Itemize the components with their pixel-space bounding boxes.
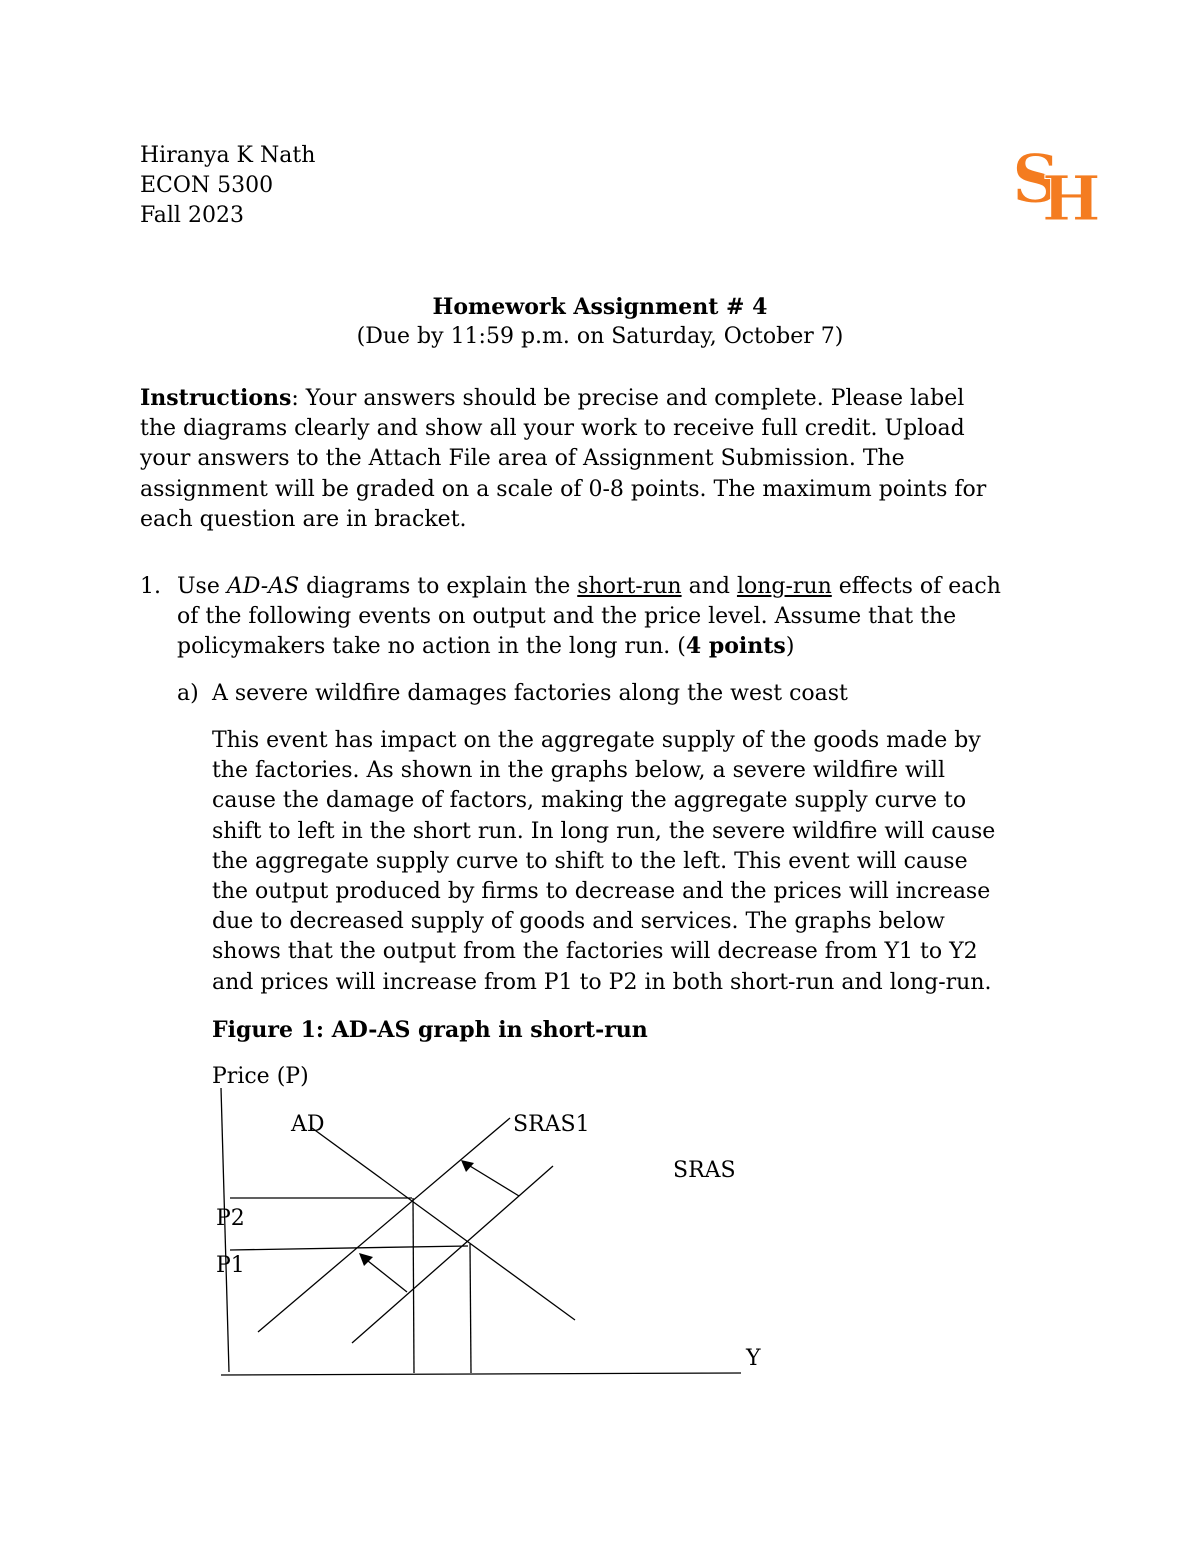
q1-effects: effects of each bbox=[831, 574, 1001, 599]
sras1-curve bbox=[258, 1118, 510, 1332]
assignment-title: Homework Assignment # 4 bbox=[432, 294, 768, 320]
shift-arrow-lower bbox=[363, 1257, 407, 1292]
logo-letter-s: S bbox=[1012, 140, 1060, 218]
ad-label: AD bbox=[291, 1112, 325, 1137]
instructions-text: : Your answers should be precise and complete. Please label the diagrams clearly and show all your work to receive full credit. Upload your answers to the Attach File area of Assignment Submission. The assignment will be graded on a scale of 0-8 points. The maximum points for each question are in bracket. bbox=[140, 386, 987, 532]
p2-label: P2 bbox=[216, 1206, 245, 1231]
y-axis-label: Price (P) bbox=[212, 1064, 309, 1089]
due-date: (Due by 11:59 p.m. on Saturday, October 7) bbox=[356, 324, 844, 349]
p1-guide-line bbox=[230, 1246, 468, 1250]
shift-arrowhead-upper bbox=[461, 1160, 474, 1172]
y1-guide-line bbox=[470, 1244, 471, 1373]
shift-arrow-upper bbox=[465, 1163, 519, 1196]
figure-caption: Figure 1: AD-AS graph in short-run bbox=[212, 1017, 648, 1043]
ad-curve bbox=[312, 1128, 575, 1320]
q1-short-run: short-run bbox=[577, 574, 682, 599]
author-name: Hiranya K Nath bbox=[140, 143, 316, 168]
q1-use: Use bbox=[177, 574, 227, 599]
q1-long-run: long-run bbox=[736, 574, 832, 599]
q1-adas: AD-AS bbox=[226, 574, 300, 599]
q1-line3-start: policymakers take no action in the long run. ( bbox=[177, 634, 686, 659]
y2-guide-line bbox=[413, 1198, 414, 1373]
logo-letter-h: H bbox=[1042, 162, 1101, 228]
x-axis-label: Y bbox=[746, 1346, 761, 1371]
term: Fall 2023 bbox=[140, 203, 244, 228]
q1-points: 4 points bbox=[685, 633, 786, 659]
q1-line3-end: ) bbox=[785, 634, 795, 659]
part-a-label: a) bbox=[177, 681, 199, 706]
q1-explain: diagrams to explain the bbox=[299, 574, 578, 599]
part-a-answer: This event has impact on the aggregate supply of the goods made by the factories. As shown in the graphs below, a severe wildfire will cause the damage of factors, making the aggregate supply curve to shift to left in the short run. In long run, the severe wildfire will cause the aggregate supply curve to shift to the left. This event will cause the output produced by firms to decrease and the prices will increase due to decreased supply of goods and services. The graphs below shows that the output from the factories will decrease from Y1 to Y2 and prices will increase from P1 to P2 in both short-run and long-run. bbox=[212, 728, 996, 995]
question-line-2: of the following events on output and the price level. Assume that the bbox=[177, 604, 957, 629]
sras1-label: SRAS1 bbox=[513, 1112, 590, 1137]
x-axis bbox=[221, 1373, 741, 1375]
sras-label: SRAS bbox=[673, 1158, 736, 1183]
instructions-label: Instructions bbox=[140, 385, 292, 411]
q1-and: and bbox=[681, 574, 737, 599]
course-code: ECON 5300 bbox=[140, 173, 274, 198]
question-number: 1. bbox=[140, 574, 161, 599]
part-a-text: A severe wildfire damages factories along the west coast bbox=[212, 681, 848, 706]
sras-curve bbox=[352, 1166, 553, 1343]
p1-label: P1 bbox=[216, 1253, 245, 1278]
